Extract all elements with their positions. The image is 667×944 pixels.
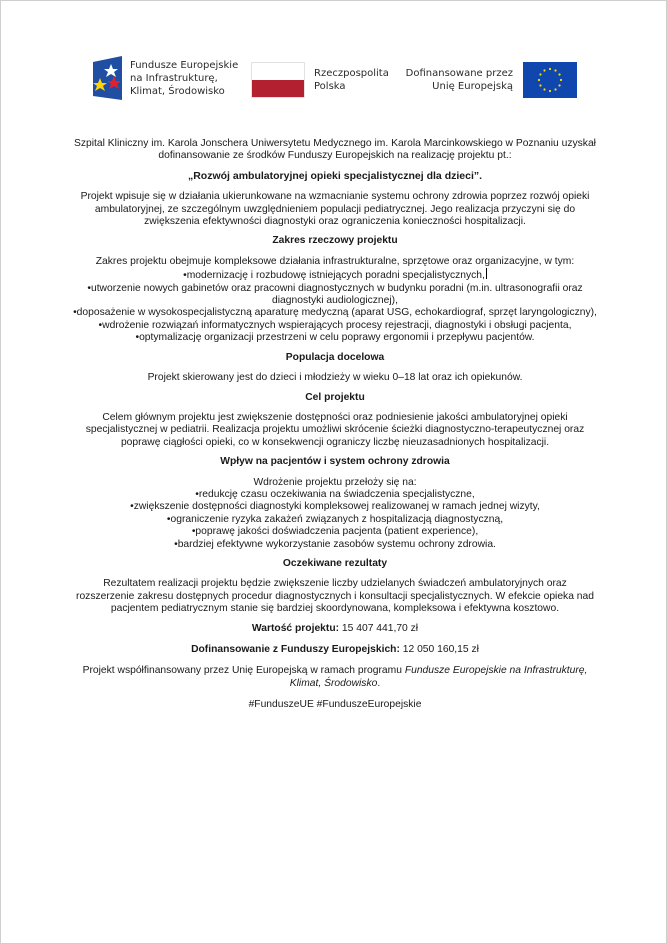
impact-list-item: • ograniczenie ryzyka zakażeń związanych z hospitalizacją diagnostyczną, (73, 514, 597, 526)
announcement-content (73, 138, 597, 719)
text-cursor (486, 268, 487, 279)
eu-logo-text (406, 67, 513, 93)
eu-star-icon (539, 73, 541, 75)
eu-star-icon (543, 88, 545, 90)
eu-star-icon (560, 79, 562, 81)
fe-star-mark-icon (93, 56, 122, 100)
cofinance-end: . (377, 677, 381, 689)
fe-logo-text (130, 59, 238, 98)
project-title: „Rozwój ambulatoryjnej opieki specjalistycznej dla dzieci”. (187, 169, 483, 182)
impact-list (73, 489, 597, 551)
impact-list-item: • poprawę jakości doświadczenia pacjenta (patient experience), (73, 526, 597, 538)
eu-cofunded-logo (406, 62, 577, 98)
rzeczpospolita-polska-logo (251, 62, 389, 98)
impact-list-item: • bardziej efektywne wykorzystanie zasobów systemu ochrony zdrowia. (73, 539, 597, 551)
goal-heading: Cel projektu (305, 391, 365, 403)
polish-flag-icon (251, 62, 305, 98)
scope-intro: Zakres projektu obejmuje kompleksowe działania infrastrukturalne, sprzętowe oraz organizacyjne, w tym: (95, 255, 575, 267)
scope-list (73, 268, 597, 344)
fe-logo-line: Klimat, Środowisko (130, 85, 225, 97)
eu-star-icon (539, 84, 541, 86)
eu-star-icon (538, 79, 540, 81)
impact-list-item: • zwiększenie dostępności diagnostyki kompleksowej realizowanej w ramach jednej wizyty, (73, 501, 597, 513)
cofinance-text: Projekt współfinansowany przez Unię Europejską w ramach programu (82, 665, 405, 677)
rp-logo-line: Rzeczpospolita (314, 68, 389, 79)
description-paragraph: Projekt wpisuje się w działania ukierunkowane na wzmacnianie systemu ochrony zdrowia poprzez rozwój opieki ambulatoryjnej, ze szczególnym uwzględnieniem populacji pediatrycznej. Jego realizacja przyczyni się do zwiększenia efektywności diagnostyki oraz ograniczenia konieczności hospitalizacji. (80, 191, 590, 228)
eu-star-icon (543, 69, 545, 71)
eu-star-icon (549, 90, 551, 92)
eu-star-icon (558, 73, 560, 75)
impact-heading: Wpływ na pacjentów i system ochrony zdrowia (220, 456, 450, 468)
program-name: Fundusze Europejskie na Infrastrukturę, Klimat, Środowisko (289, 665, 588, 689)
scope-list-item: • wdrożenie rozwiązań informatycznych wspierających procesy rejestracji, diagnostyki i obsługi pacjenta, (73, 320, 597, 332)
goal-text: Celem głównym projektu jest zwiększenie dostępności oraz podniesienie jakości ambulatoryjnej opieki specjalistycznej w pediatrii. Realizacja projektu umożliwi skrócenie ścieżki diagnostyczno-terapeutycznej oraz poprawę ciągłości opieki, co w konsekwencji ograniczy liczbę nieuzasadnionych hospitalizacji. (85, 411, 585, 448)
eu-logo-line: Dofinansowane przez (405, 68, 513, 79)
fe-logo-line: Fundusze Europejskie (130, 59, 239, 71)
scope-list-item: • optymalizację organizacji przestrzeni w celu poprawy ergonomii i przepływu pacjentów. (73, 332, 597, 344)
eu-funding (73, 644, 597, 656)
scope-list-item: • modernizację i rozbudowę istniejących poradni specjalistycznych, (73, 268, 597, 282)
fundusze-europejskie-logo (93, 56, 238, 100)
project-value-label: Wartość projektu: (251, 622, 340, 634)
rp-logo-text (314, 67, 389, 93)
eu-star-icon (558, 84, 560, 86)
project-value (73, 623, 597, 635)
scope-heading: Zakres rzeczowy projektu (272, 235, 398, 247)
eu-star-icon (554, 88, 556, 90)
scope-list-item: • doposażenie w wysokospecjalistyczną aparaturę medyczną (aparat USG, echokardiograf, sprzęt laryngologiczny), (73, 307, 597, 319)
eu-star-icon (549, 68, 551, 70)
project-value-amount: 15 407 441,70 zł (339, 622, 419, 634)
cofinance-statement (73, 665, 597, 690)
eu-logo-line: Unię Europejską (432, 81, 513, 92)
rp-logo-line: Polska (314, 81, 346, 92)
eu-star-icon (554, 69, 556, 71)
hashtags: #FunduszeUE #FunduszeEuropejskie (248, 699, 422, 711)
impact-list-item: • redukcję czasu oczekiwania na świadczenia specjalistyczne, (73, 489, 597, 501)
results-heading: Oczekiwane rezultaty (282, 557, 388, 569)
fe-logo-line: na Infrastrukturę, (130, 72, 218, 84)
eu-funding-label: Dofinansowanie z Funduszy Europejskich: (191, 644, 400, 655)
scope-list-item: • utworzenie nowych gabinetów oraz pracowni diagnostycznych w budynku poradni (m.in. ultrasonografii oraz diagnostyki audiologicznej), (73, 283, 597, 308)
population-text: Projekt skierowany jest do dzieci i młodzieży w wieku 0–18 lat oraz ich opiekunów. (147, 372, 523, 384)
population-heading: Populacja docelowa (285, 351, 385, 363)
eu-flag-icon (523, 62, 577, 98)
intro-paragraph: Szpital Kliniczny im. Karola Jonschera Uniwersytetu Medycznego im. Karola Marcinkowskiego w Poznaniu uzyskał dofinansowanie ze środków Funduszy Europejskich na realizację projektu pt.: (74, 138, 596, 162)
eu-funding-amount: 12 050 160,15 zł (399, 644, 479, 655)
impact-intro: Wdrożenie projektu przełoży się na: (253, 476, 417, 488)
logo-bar (93, 56, 577, 106)
results-text: Rezultatem realizacji projektu będzie zwiększenie liczby udzielanych świadczeń ambulatoryjnych oraz rozszerzenie zakresu dostępnych procedur diagnostycznych i konsultacji specjalistycznych. W efekcie opieka nad pacjentem pediatrycznym stanie się bardziej skoordynowana, kompleksowa i efektywna kosztowo. (76, 578, 594, 615)
